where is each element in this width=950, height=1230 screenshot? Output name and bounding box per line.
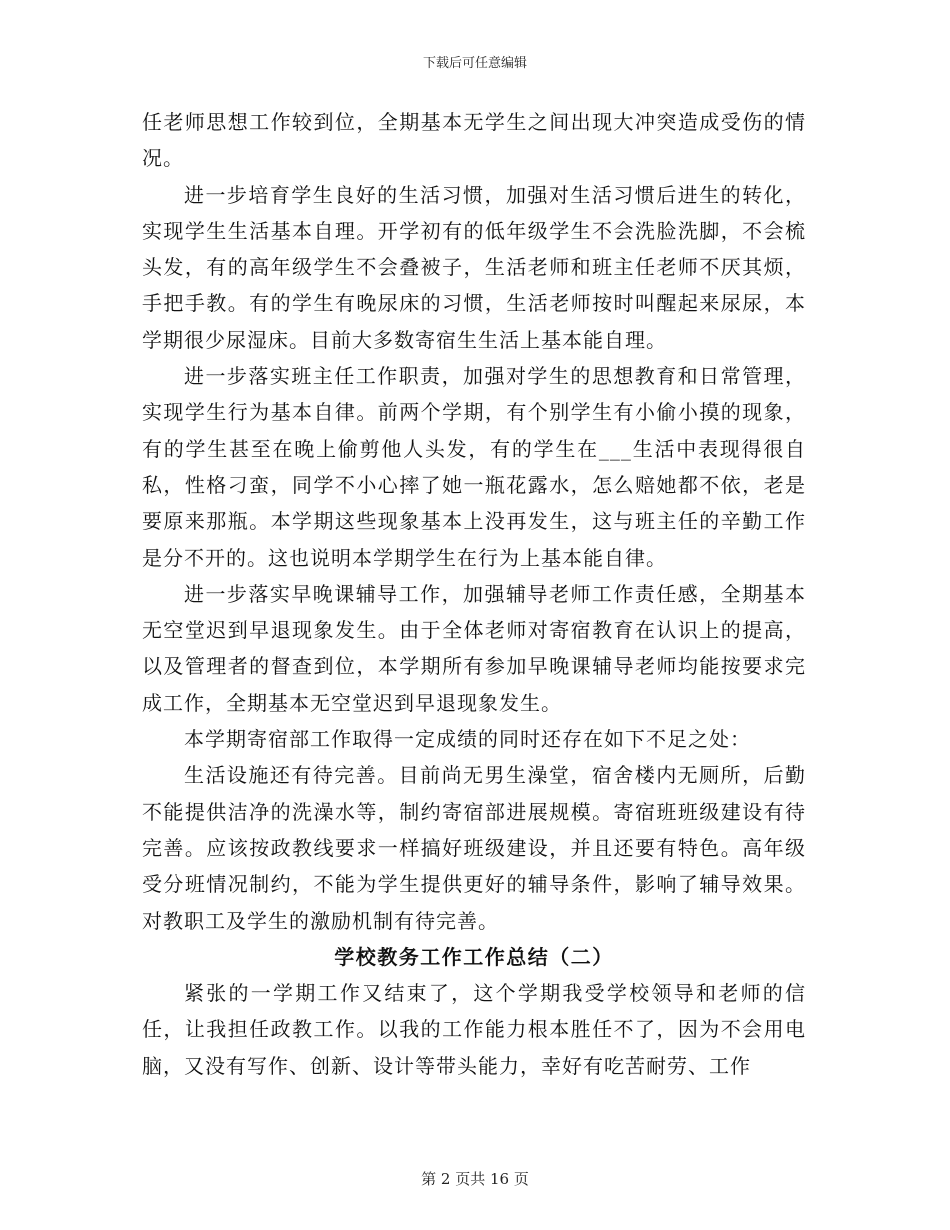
paragraph-7: 紧张的一学期工作又结束了，这个学期我受学校领导和老师的信任，让我担任政教工作。以我的工作能力根本胜任不了，因为不会用电脑，又没有写作、创新、设计等带头能力，幸好有吃苦耐劳、工作 <box>142 981 806 1078</box>
paragraph-6: 生活设施还有待完善。目前尚无男生澡堂，宿舍楼内无厕所，后勤不能提供洁净的洗澡水等，制约寄宿部进展规模。寄宿班班级建设有待完善。应该按政教线要求一样搞好班级建设，并且还要有特色。高年级受分班情况制约，不能为学生提供更好的辅导条件，影响了辅导效果。对教职工及学生的激励机制有待完善。 <box>142 763 806 933</box>
paragraph-2: 进一步培育学生良好的生活习惯，加强对生活习惯后进生的转化，实现学生生活基本自理。开学初有的低年级学生不会洗脸洗脚，不会梳头发，有的高年级学生不会叠被子，生活老师和班主任老师不厌其烦，手把手教。有的学生有晚尿床的习惯，生活老师按时叫醒起来尿尿，本学期很少尿湿床。目前大多数寄宿生生活上基本能自理。 <box>142 182 806 352</box>
paragraph-5: 本学期寄宿部工作取得一定成绩的同时还存在如下不足之处： <box>184 727 751 752</box>
page-footer-number: 第 2 页共 16 页 <box>421 1170 529 1188</box>
paragraph-4: 进一步落实早晚课辅导工作，加强辅导老师工作责任感，全期基本无空堂迟到早退现象发生。由于全体老师对寄宿教育在认识上的提高，以及管理者的督查到位，本学期所有参加早晚课辅导老师均能按要求完成工作，全期基本无空堂迟到早退现象发生。 <box>142 581 806 715</box>
paragraph-3: 进一步落实班主任工作职责，加强对学生的思想教育和日常管理，实现学生行为基本自律。前两个学期，有个别学生有小偷小摸的现象，有的学生甚至在晚上偷剪他人头发，有的学生在___生活中表现得很自私，性格刁蛮，同学不小心摔了她一瓶花露水，怎么赔她都不依，老是要原来那瓶。本学期这些现象基本上没再发生，这与班主任的辛勤工作是分不开的。这也说明本学期学生在行为上基本能自律。 <box>142 364 806 570</box>
page-header-note: 下载后可任意编辑 <box>422 56 527 71</box>
paragraph-1: 任老师思想工作较到位，全期基本无学生之间出现大冲突造成受伤的情况。 <box>142 110 806 171</box>
document-body <box>142 104 806 1084</box>
section-heading: 学校教务工作工作总结（二） <box>334 944 614 969</box>
